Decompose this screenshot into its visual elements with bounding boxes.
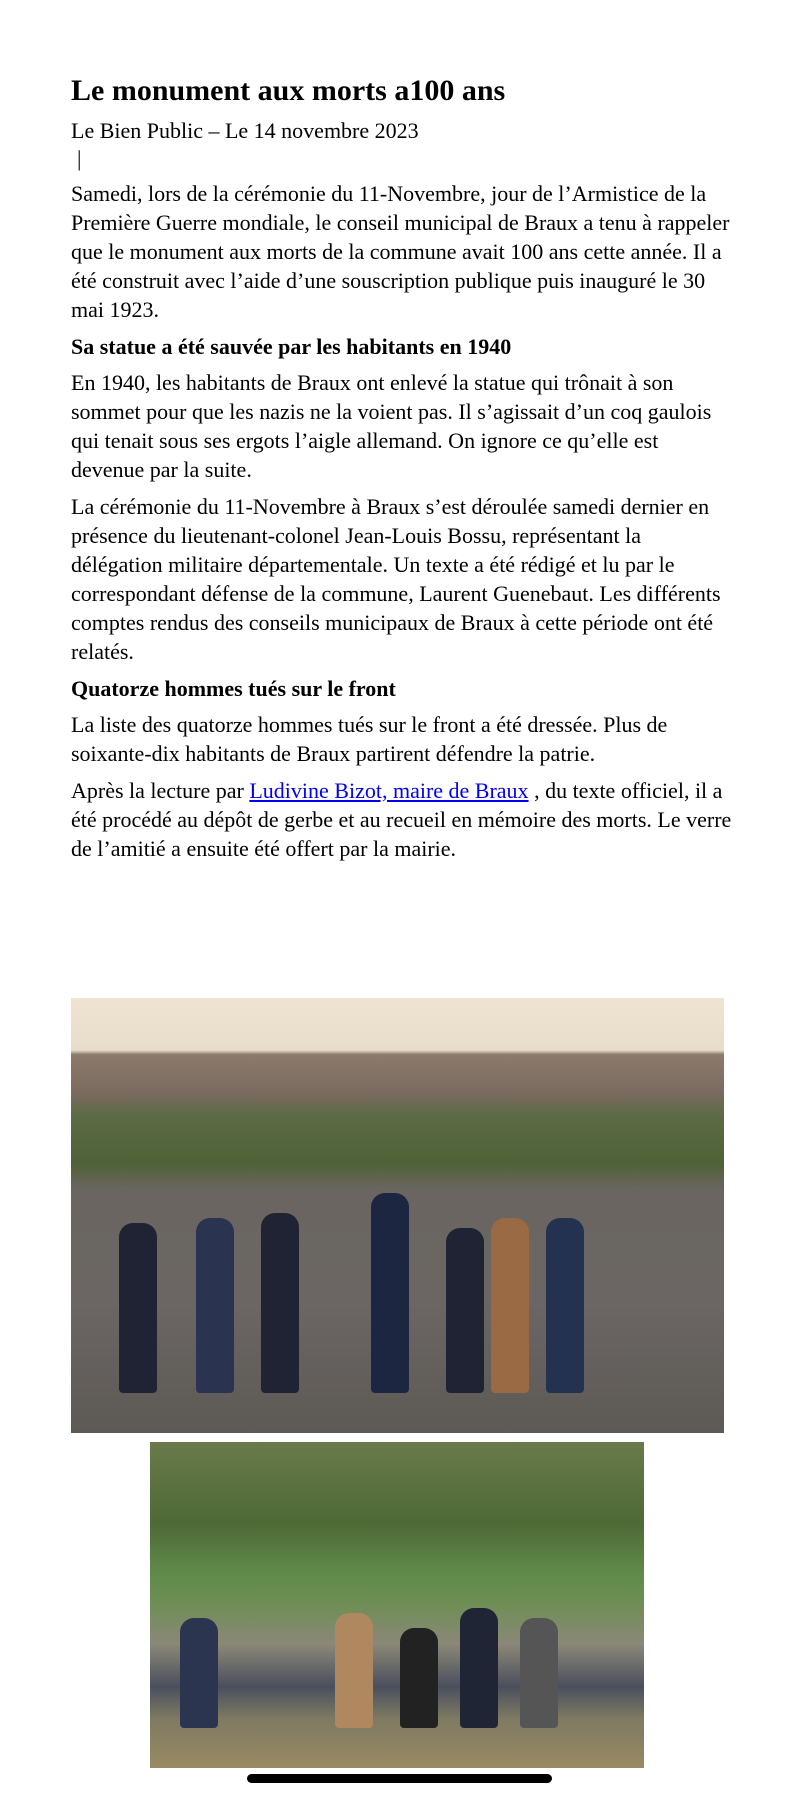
paragraph-5-start: Après la lecture par [71, 778, 250, 803]
subheading-1: Sa statue a été sauvée par les habitants en 1940 [71, 334, 512, 359]
paragraph-2: En 1940, les habitants de Braux ont enlevé la statue qui trônait à son sommet pour que les nazis ne la voient pas. Il s’agissait d’un coq gaulois qui tenait sous ses ergots l’aigle allemand. On ignore ce qu’elle est devenue par la suite. [71, 370, 712, 482]
separator: | [77, 146, 82, 171]
article-title: Le monument aux morts a100 ans [71, 74, 506, 107]
ceremony-crowd-photo [150, 1442, 644, 1768]
paragraph-4: La liste des quatorze hommes tués sur le front a été dressée. Plus de soixante-dix habitants de Braux partirent défendre la patrie. [71, 712, 668, 766]
mayor-link[interactable]: Ludivine Bizot, maire de Braux [249, 778, 529, 803]
article-source: Le Bien Public – Le 14 novembre 2023 [71, 118, 419, 143]
paragraph-1: Samedi, lors de la cérémonie du 11-Novembre, jour de l’Armistice de la Première Guerre mondiale, le conseil municipal de Braux a tenu à rappeler que le monument aux morts de la commune avait 100 ans cette année. Il a été construit avec l’aide d’une souscription publique puis inauguré le 30 mai 1923. [71, 181, 730, 322]
paragraph-5-end: , du texte officiel, il a été procédé au dépôt de gerbe et au recueil en mémoire des morts. Le verre de l’amitié a ensuite été offert par la mairie. [71, 778, 732, 861]
paragraph-5 [71, 776, 735, 863]
article [71, 72, 735, 871]
ceremony-group-photo [71, 998, 724, 1433]
subheading-2: Quatorze hommes tués sur le front [71, 676, 396, 701]
home-indicator[interactable] [247, 1774, 552, 1783]
paragraph-3: La cérémonie du 11-Novembre à Braux s’est déroulée samedi dernier en présence du lieutenant-colonel Jean-Louis Bossu, représentant la délégation militaire départementale. Un texte a été rédigé et lu par le correspondant défense de la commune, Laurent Guenebaut. Les différents comptes rendus des conseils municipaux de Braux à cette période ont été relatés. [71, 494, 721, 664]
